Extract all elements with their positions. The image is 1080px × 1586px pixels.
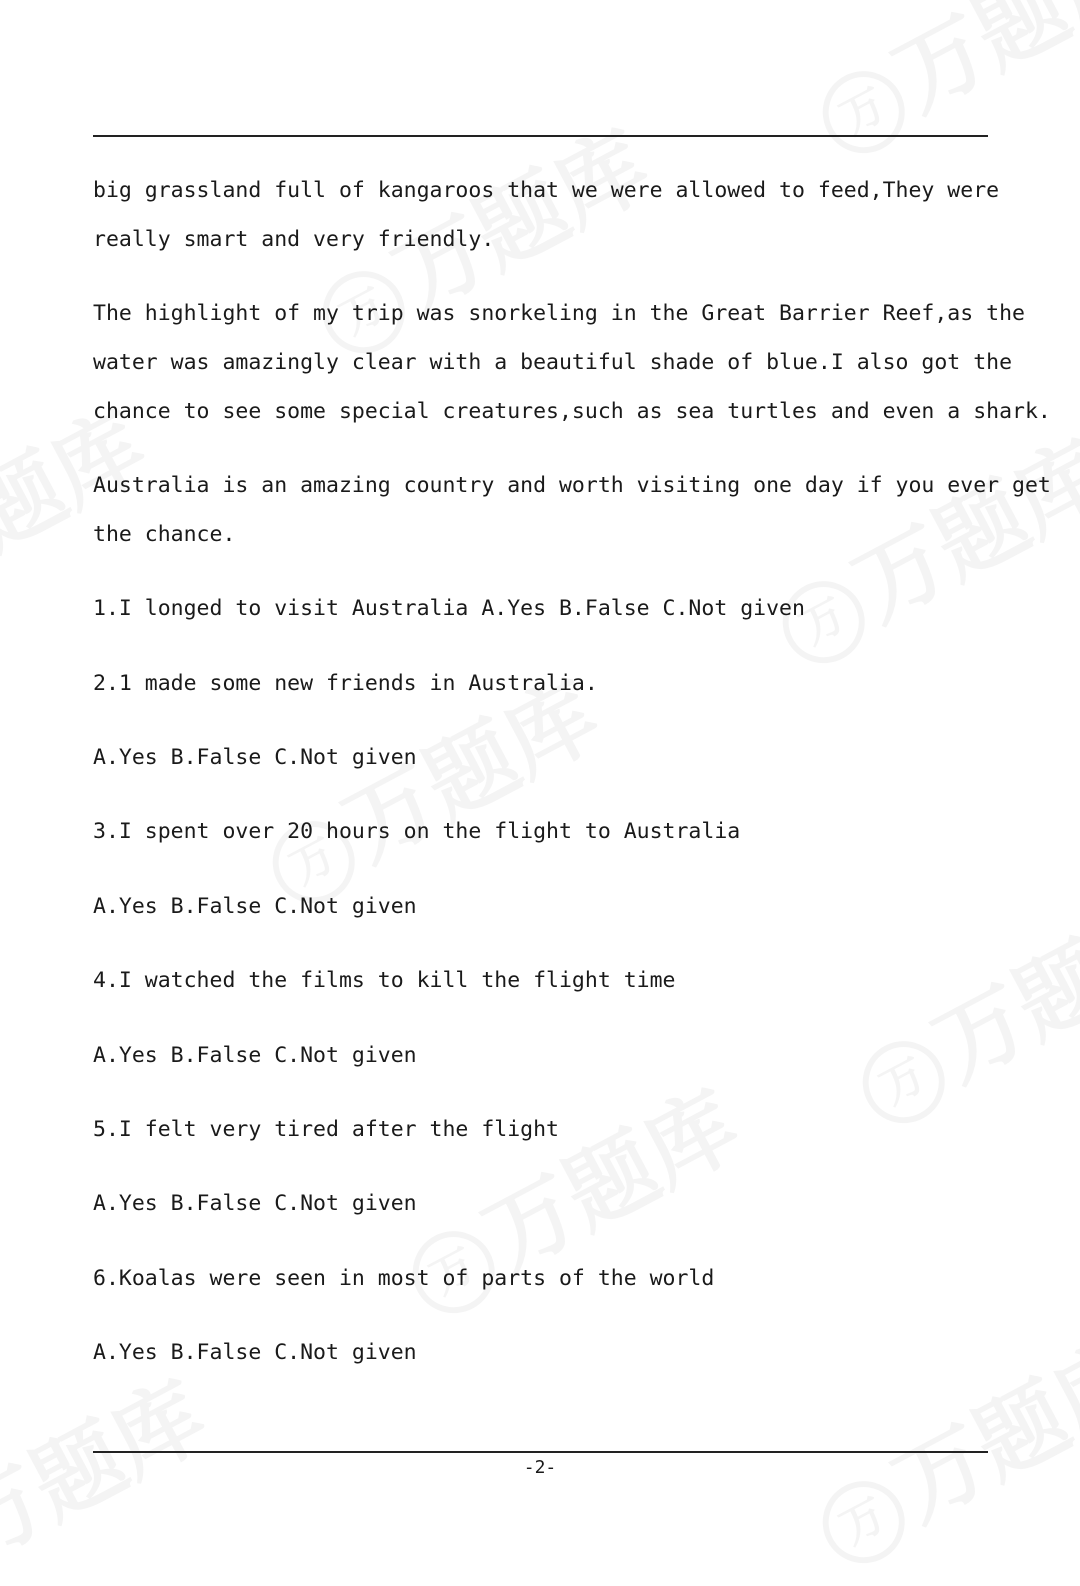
passage-line: The highlight of my trip was snorkeling in the Great Barrier Reef,as the [93,301,1025,326]
footer-rule [93,1451,988,1453]
question-3-options: A.Yes B.False C.Not given [93,894,417,919]
question-1: 1.I longed to visit Australia A.Yes B.False C.Not given [93,596,805,621]
passage-paragraph-3 [93,461,1051,559]
watermark [830,864,1080,1147]
question-5-options: A.Yes B.False C.Not given [93,1191,417,1216]
passage-paragraph-1 [93,166,999,264]
passage-line: Australia is an amazing country and worth visiting one day if you ever get [93,473,1051,498]
page-number: -2- [523,1457,557,1478]
question-4: 4.I watched the films to kill the flight time [93,968,676,993]
watermark [790,0,1080,176]
passage-line: water was amazingly clear with a beautiful shade of blue.I also got the [93,350,1013,375]
question-4-options: A.Yes B.False C.Not given [93,1043,417,1068]
watermark [380,1054,757,1337]
passage-line: the chance. [93,522,236,547]
passage-paragraph-2 [93,289,1051,436]
question-5: 5.I felt very tired after the flight [93,1117,559,1142]
question-6: 6.Koalas were seen in most of parts of the world [93,1266,715,1291]
question-2-options: A.Yes B.False C.Not given [93,745,417,770]
question-3: 3.I spent over 20 hours on the flight to Australia [93,819,741,844]
passage-line: chance to see some special creatures,such as sea turtles and even a shark. [93,399,1051,424]
passage-line: big grassland full of kangaroos that we were allowed to feed,They were [93,178,1000,203]
watermark [790,1304,1080,1586]
header-rule [93,135,988,137]
passage-line: really smart and very friendly. [93,227,495,252]
question-6-options: A.Yes B.False C.Not given [93,1340,417,1365]
question-2: 2.1 made some new friends in Australia. [93,671,598,696]
